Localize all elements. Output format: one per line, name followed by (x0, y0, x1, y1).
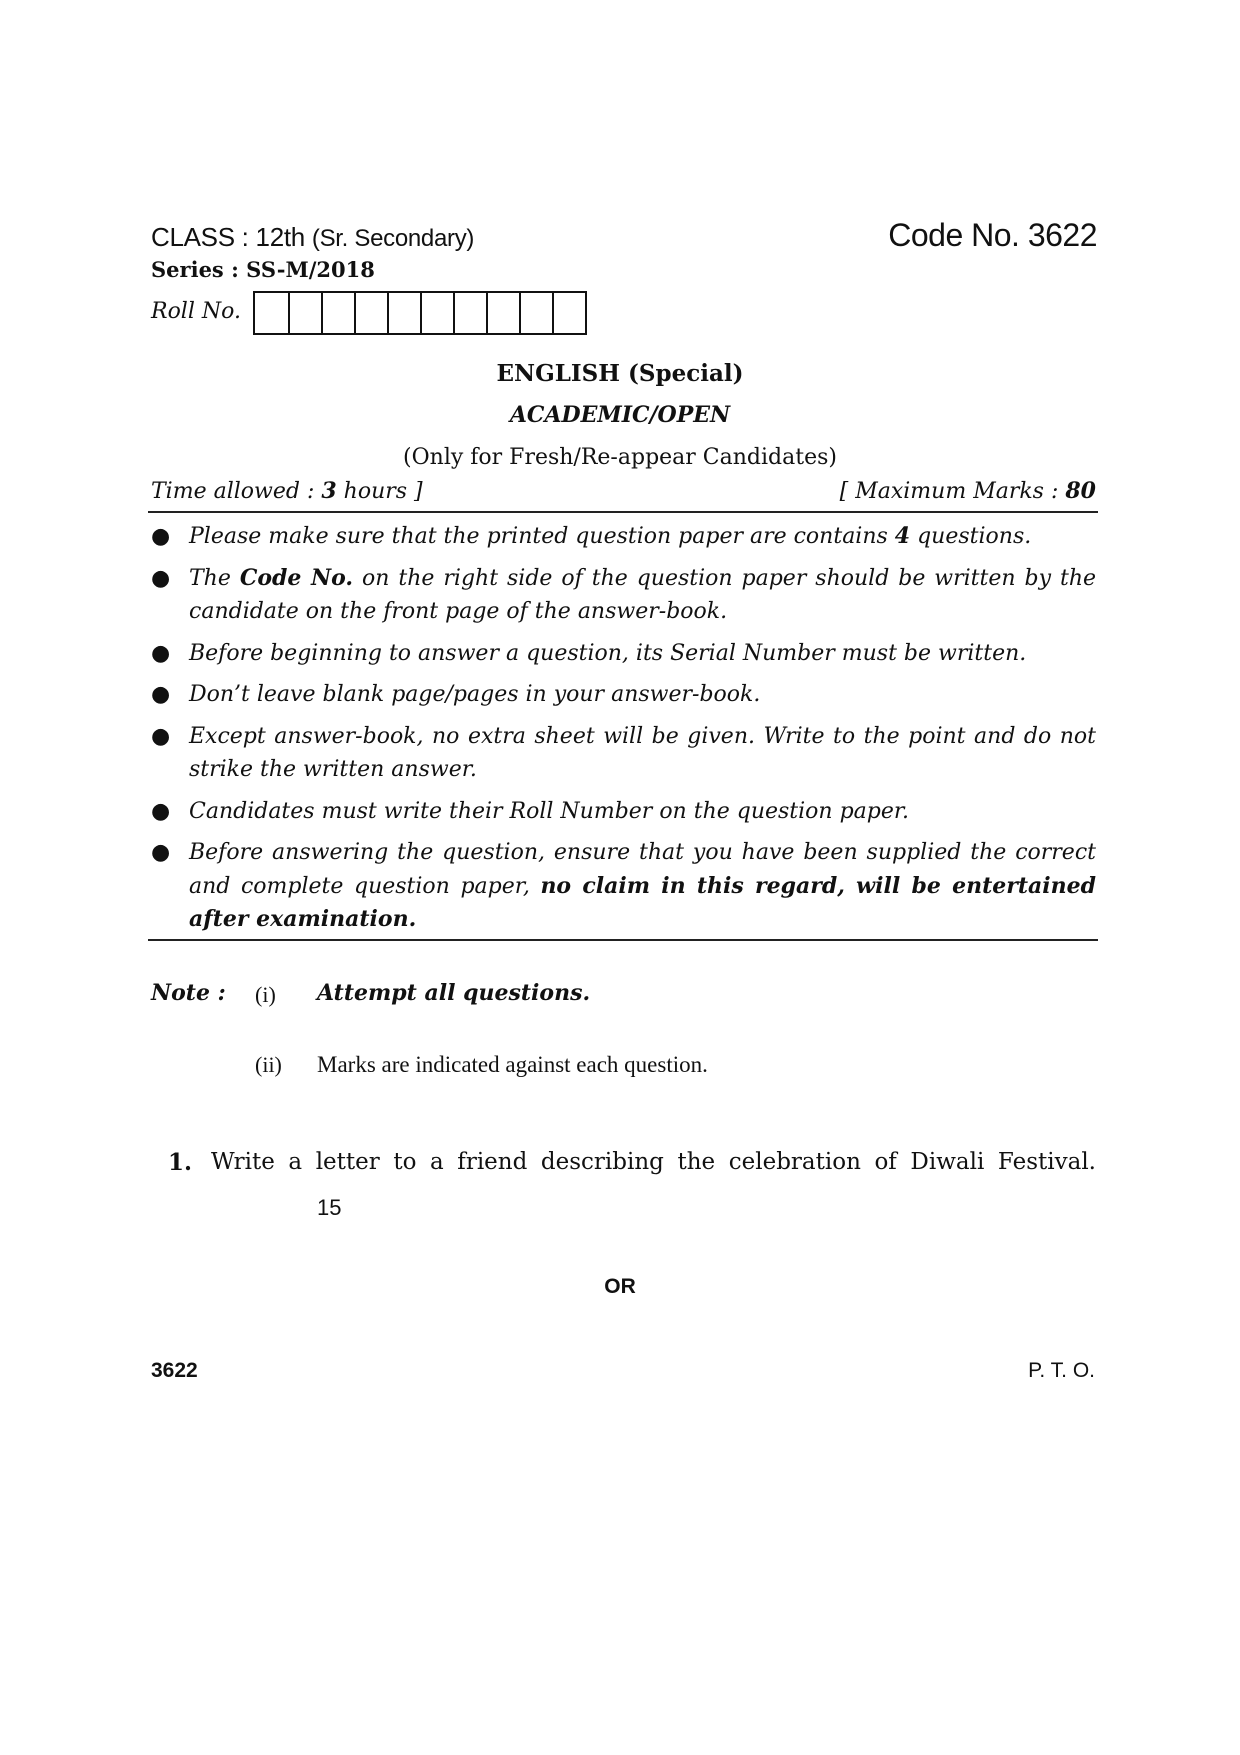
instruction-text: Candidates must write their Roll Number on the question paper. (189, 798, 909, 824)
divider-bottom (148, 939, 1098, 941)
subject-title: ENGLISH (Special) (496, 360, 744, 387)
class-subtext: (Sr. Secondary) (311, 225, 475, 252)
roll-number-boxes[interactable] (253, 291, 587, 335)
bullet-icon: ● (151, 840, 171, 865)
instruction-item (151, 562, 1096, 629)
divider-top (148, 511, 1098, 513)
roll-digit-box[interactable] (288, 293, 321, 333)
instruction-text: The (189, 565, 240, 591)
roll-number-label: Roll No. (151, 299, 241, 324)
code-number: Code No. 3622 (888, 217, 1097, 253)
or-divider: OR (604, 1275, 636, 1298)
instruction-bold: no claim in this regard, will be entertained after examination. (189, 872, 1096, 932)
bullet-icon: ● (151, 798, 171, 824)
roll-digit-box[interactable] (354, 293, 387, 333)
bullet-icon: ● (151, 565, 171, 591)
instruction-bold: Code No. (239, 564, 354, 591)
instruction-item (151, 520, 1096, 554)
instruction-text: Please make sure that the printed question paper are contains (189, 524, 895, 549)
series-label: Series : SS-M/2018 (151, 257, 375, 282)
roll-digit-box[interactable] (519, 293, 552, 333)
roll-digit-box[interactable] (387, 293, 420, 333)
instruction-text: on the right side of the question paper should be written by the candidate on the front page of the answer-book. (189, 565, 1097, 624)
instructions-list (151, 520, 1096, 945)
instruction-text: Before answering the question, ensure that you have been supplied the correct and complete question paper, (189, 840, 1096, 899)
stream-title: ACADEMIC/OPEN (509, 402, 731, 428)
footer-code: 3622 (151, 1359, 198, 1382)
time-marks-row (151, 478, 1096, 504)
roll-digit-box[interactable] (552, 293, 585, 333)
roll-digit-box[interactable] (420, 293, 453, 333)
marks-value: 80 (1065, 478, 1096, 504)
instruction-bold: 4 (894, 523, 911, 549)
time-allowed (151, 478, 423, 504)
class-text: CLASS : 12th (151, 222, 305, 252)
instruction-text: Don’t leave blank page/pages in your answer-book. (189, 682, 761, 707)
instruction-item (151, 795, 1096, 829)
instruction-text: Except answer-book, no extra sheet will be given. Write to the point and do not strike the written answer. (189, 723, 1096, 782)
marks-prefix: [ Maximum Marks : (839, 479, 1066, 504)
time-prefix: Time allowed : (151, 479, 322, 504)
instruction-text: questions. (910, 524, 1032, 549)
footer-pto: P. T. O. (1028, 1359, 1095, 1382)
instruction-item (151, 678, 1096, 712)
instruction-text: Before beginning to answer a question, its Serial Number must be written. (189, 640, 1027, 666)
bullet-icon: ● (151, 640, 171, 666)
class-label (151, 222, 474, 253)
question-marks: 15 (317, 1195, 342, 1220)
time-value: 3 (321, 478, 337, 504)
candidates-note: (Only for Fresh/Re-appear Candidates) (403, 445, 837, 470)
note-ii-number: (ii) (255, 1052, 282, 1077)
roll-digit-box[interactable] (255, 293, 288, 333)
maximum-marks (840, 478, 1096, 504)
roll-digit-box[interactable] (321, 293, 354, 333)
question-text: Write a letter to a friend describing the celebration of Diwali Festival. (211, 1149, 1096, 1175)
note-label: Note : (151, 980, 226, 1006)
bullet-icon: ● (151, 723, 171, 749)
time-suffix: hours ] (336, 479, 423, 504)
note-i-text: Attempt all questions. (317, 980, 591, 1006)
roll-digit-box[interactable] (453, 293, 486, 333)
roll-digit-box[interactable] (486, 293, 519, 333)
bullet-icon: ● (151, 524, 171, 549)
instruction-item (151, 637, 1096, 671)
instruction-item (151, 836, 1096, 937)
note-i-number: (i) (255, 982, 276, 1007)
instruction-item (151, 720, 1096, 787)
note-ii-text: Marks are indicated against each question. (317, 1052, 708, 1077)
bullet-icon: ● (151, 682, 171, 707)
question-number: 1. (168, 1149, 193, 1176)
